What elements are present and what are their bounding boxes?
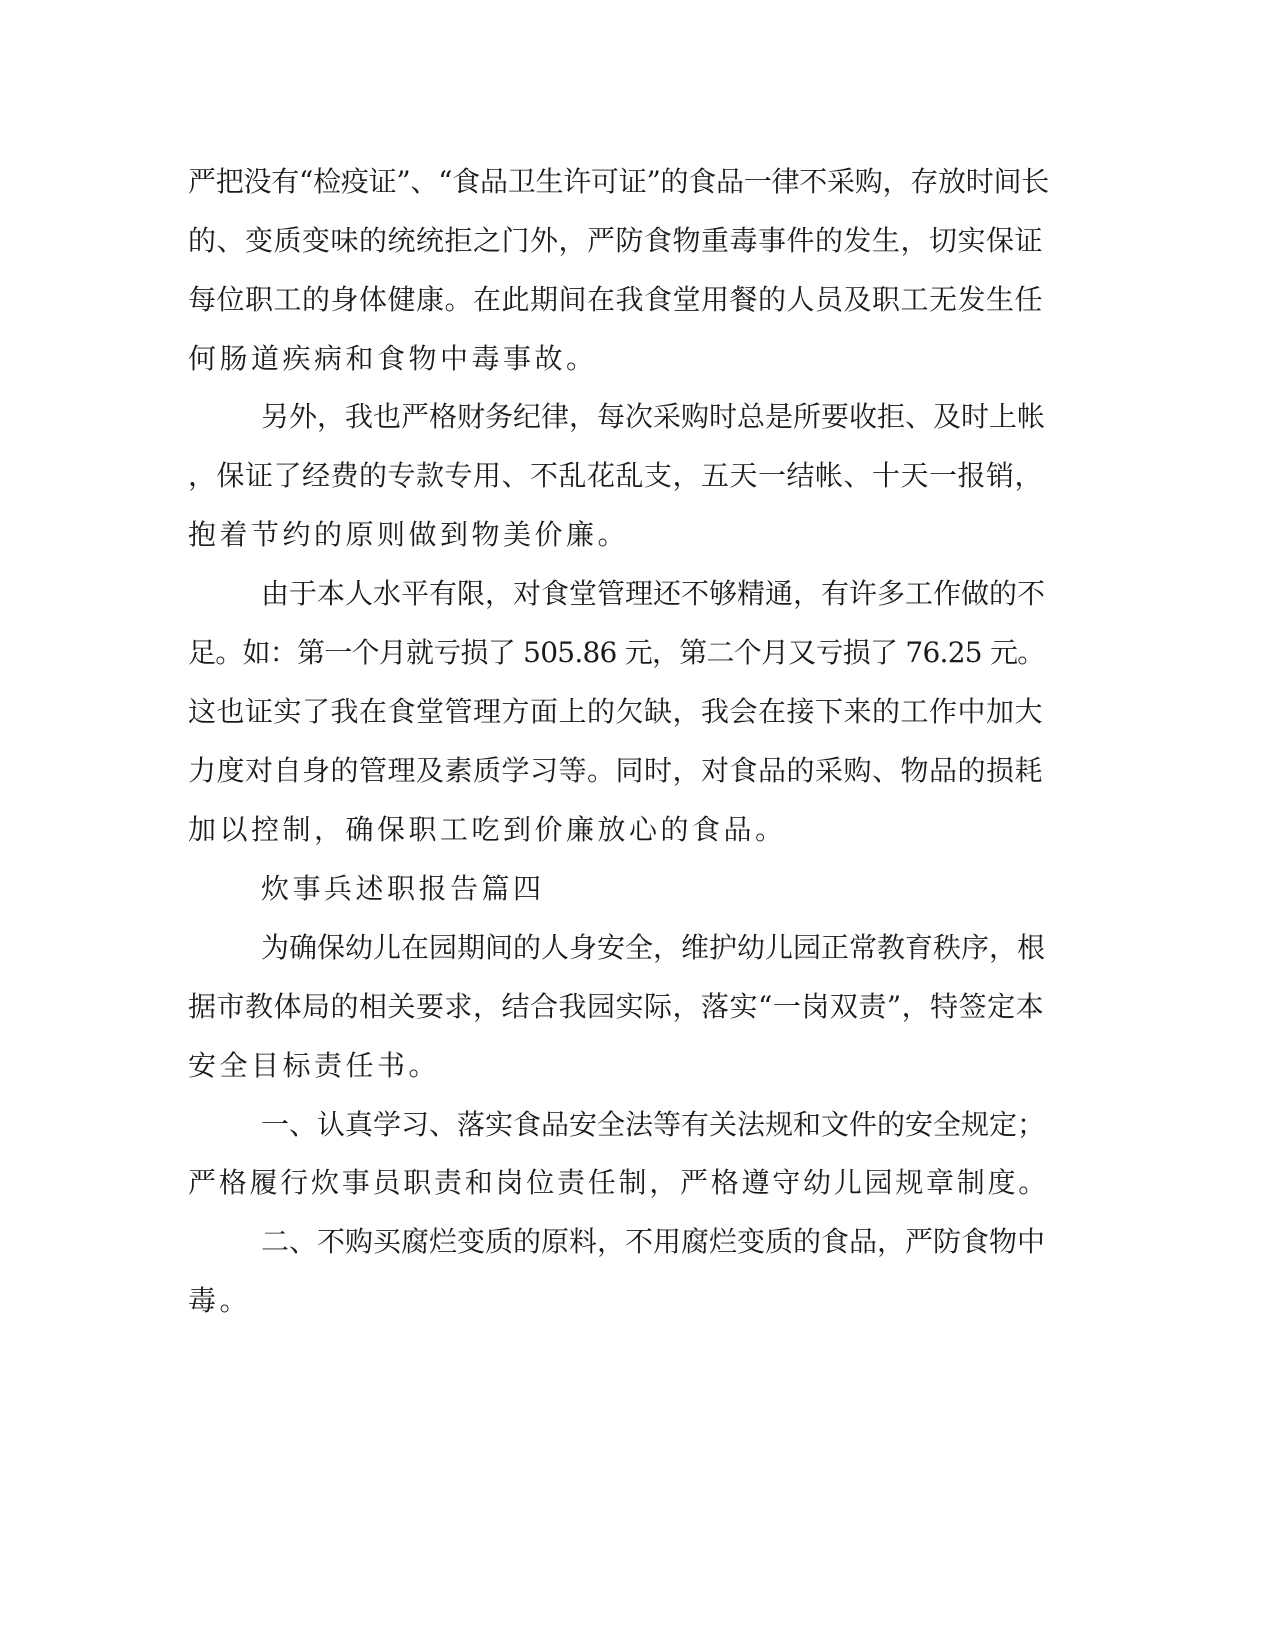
text-line: 抱着节约的原则做到物美价廉。 [188, 518, 630, 551]
text-line: 一、认真学习、落实食品安全法等有关法规和文件的安全规定； [261, 1108, 1046, 1141]
text-line: 何肠道疾病和食物中毒事故。 [188, 342, 598, 375]
text-line: 的、变质变味的统统拒之门外，严防食物重毒事件的发生，切实保证 [188, 224, 1044, 257]
section-heading: 炊事兵述职报告篇四 [261, 872, 545, 905]
text-line: 二、不购买腐烂变质的原料，不用腐烂变质的食品，严防食物中 [261, 1225, 1046, 1258]
text-line: 加以控制，确保职工吃到价廉放心的食品。 [188, 813, 787, 846]
text-line: 安全目标责任书。 [188, 1049, 441, 1082]
text-line: 力度对自身的管理及素质学习等。同时，对食品的采购、物品的损耗 [188, 754, 1044, 787]
text-line: 另外，我也严格财务纪律，每次采购时总是所要收拒、及时上帐 [261, 400, 1046, 433]
text-line: ，保证了经费的专款专用、不乱花乱支，五天一结帐、十天一报销， [188, 459, 1044, 492]
text-line: 严把没有“检疫证”、“食品卫生许可证”的食品一律不采购，存放时间长 [188, 165, 1050, 198]
text-line: 为确保幼儿在园期间的人身安全，维护幼儿园正常教育秩序，根 [261, 931, 1046, 964]
text-line: 毒。 [188, 1284, 252, 1317]
text-line: 这也证实了我在食堂管理方面上的欠缺，我会在接下来的工作中加大 [188, 695, 1044, 728]
text-line: 严格履行炊事员职责和岗位责任制，严格遵守幼儿园规章制度。 [188, 1166, 1050, 1199]
text-line: 据市教体局的相关要求，结合我园实际，落实“一岗双责”，特签定本 [188, 990, 1045, 1023]
text-line: 由于本人水平有限，对食堂管理还不够精通，有许多工作做的不 [261, 577, 1046, 610]
text-line: 足。如：第一个月就亏损了 505.86 元，第二个月又亏损了 76.25 元。 [188, 636, 1045, 669]
text-line: 每位职工的身体健康。在此期间在我食堂用餐的人员及职工无发生任 [188, 283, 1044, 316]
